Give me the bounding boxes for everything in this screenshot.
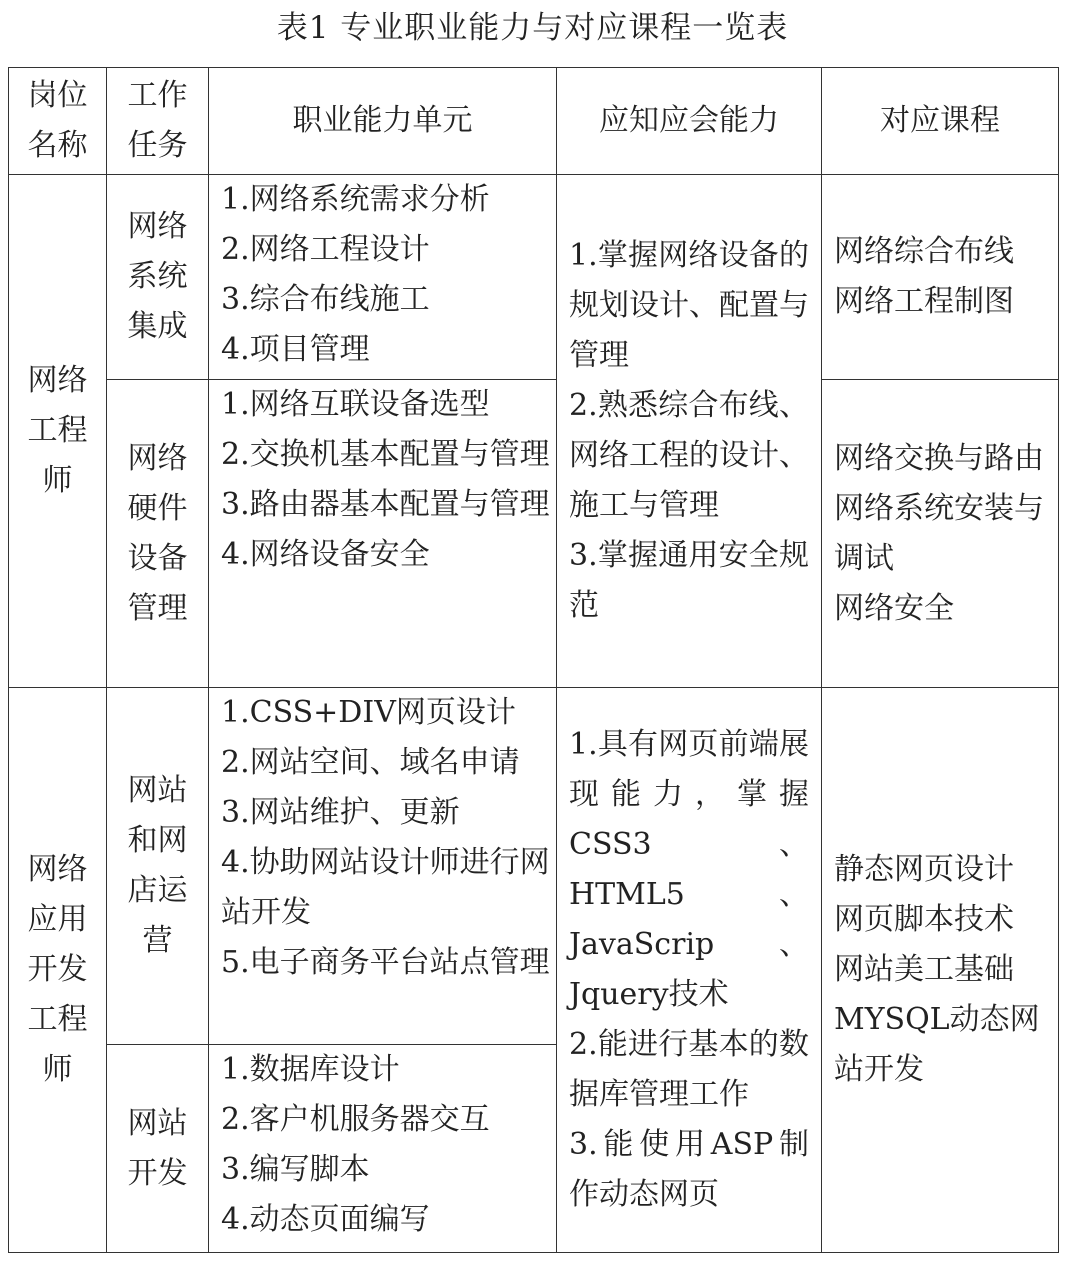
course-item: 网络交换与路由 [834, 440, 1044, 476]
header-row [9, 68, 1059, 175]
header-abilities: 应知应会能力 [557, 68, 822, 175]
course-item: 网络系统安装与调试 [834, 490, 1044, 576]
course-item: 网络工程制图 [834, 284, 1014, 319]
courses-cell [822, 380, 1059, 688]
ability-item: 2.能进行基本的数据库管理工作 [569, 1027, 809, 1112]
course-item: 网络综合布线 [834, 234, 1014, 269]
unit-item: 4.网络设备安全 [221, 537, 430, 572]
task-cell: 网站 开发 [107, 1045, 209, 1253]
header-courses: 对应课程 [822, 68, 1059, 175]
table-title: 表1 专业职业能力与对应课程一览表 [276, 10, 789, 46]
task-cell: 网络 系统 集成 [107, 175, 209, 380]
course-item: MYSQL动态网站开发 [834, 1002, 1040, 1087]
abilities-cell [557, 688, 822, 1253]
unit-item: 2.网络工程设计 [221, 232, 430, 267]
header-task: 工作 任务 [107, 68, 209, 175]
ability-item: 1.掌握网络设备的规划设计、配置与管理 [569, 238, 809, 373]
unit-item: 2.客户机服务器交互 [221, 1102, 490, 1137]
unit-item: 1.数据库设计 [221, 1052, 400, 1087]
unit-item: 1.网络系统需求分析 [221, 182, 490, 217]
task-cell: 网站 和网 店运 营 [107, 688, 209, 1045]
unit-item: 4.协助网站设计师进行网站开发 [221, 845, 550, 930]
unit-item: 3.综合布线施工 [221, 282, 430, 317]
units-cell [209, 175, 557, 380]
header-units: 职业能力单元 [209, 68, 557, 175]
unit-item: 2.网站空间、域名申请 [221, 745, 520, 780]
competency-course-table [8, 67, 1059, 1253]
unit-item: 3.路由器基本配置与管理 [221, 487, 550, 522]
course-item: 静态网页设计 [834, 852, 1014, 887]
unit-item: 3.网站维护、更新 [221, 795, 460, 830]
course-item: 网站美工基础 [834, 952, 1014, 987]
unit-item: 4.项目管理 [221, 332, 370, 367]
header-position: 岗位 名称 [9, 68, 107, 175]
table-row [9, 688, 1059, 1045]
unit-item: 4.动态页面编写 [221, 1202, 430, 1237]
table-row [9, 380, 1059, 688]
course-item: 网页脚本技术 [834, 902, 1014, 937]
ability-item: 2.熟悉综合布线、网络工程的设计、施工与管理 [569, 388, 809, 523]
table-row [9, 175, 1059, 380]
unit-item: 1.CSS+DIV网页设计 [221, 695, 516, 730]
ability-item: 3.掌握通用安全规范 [569, 538, 809, 623]
ability-item: 3.能使用ASP制作动态网页 [569, 1127, 809, 1212]
position-cell: 网络 工程 师 [9, 175, 107, 688]
unit-item: 5.电子商务平台站点管理 [221, 945, 550, 980]
course-item: 网络安全 [834, 590, 954, 626]
units-cell [209, 688, 557, 1045]
position-cell: 网络 应用 开发 工程 师 [9, 688, 107, 1253]
abilities-cell [557, 175, 822, 688]
units-cell [209, 380, 557, 688]
unit-item: 3.编写脚本 [221, 1152, 370, 1187]
ability-item: 1.具有网页前端展现能力，掌握CSS3、HTML5、JavaScrip、Jquery技术 [569, 727, 809, 1012]
courses-cell [822, 688, 1059, 1253]
units-cell [209, 1045, 557, 1253]
unit-item: 1.网络互联设备选型 [221, 387, 490, 422]
unit-item: 2.交换机基本配置与管理 [221, 437, 550, 472]
courses-cell [822, 175, 1059, 380]
task-cell: 网络 硬件 设备 管理 [107, 380, 209, 688]
